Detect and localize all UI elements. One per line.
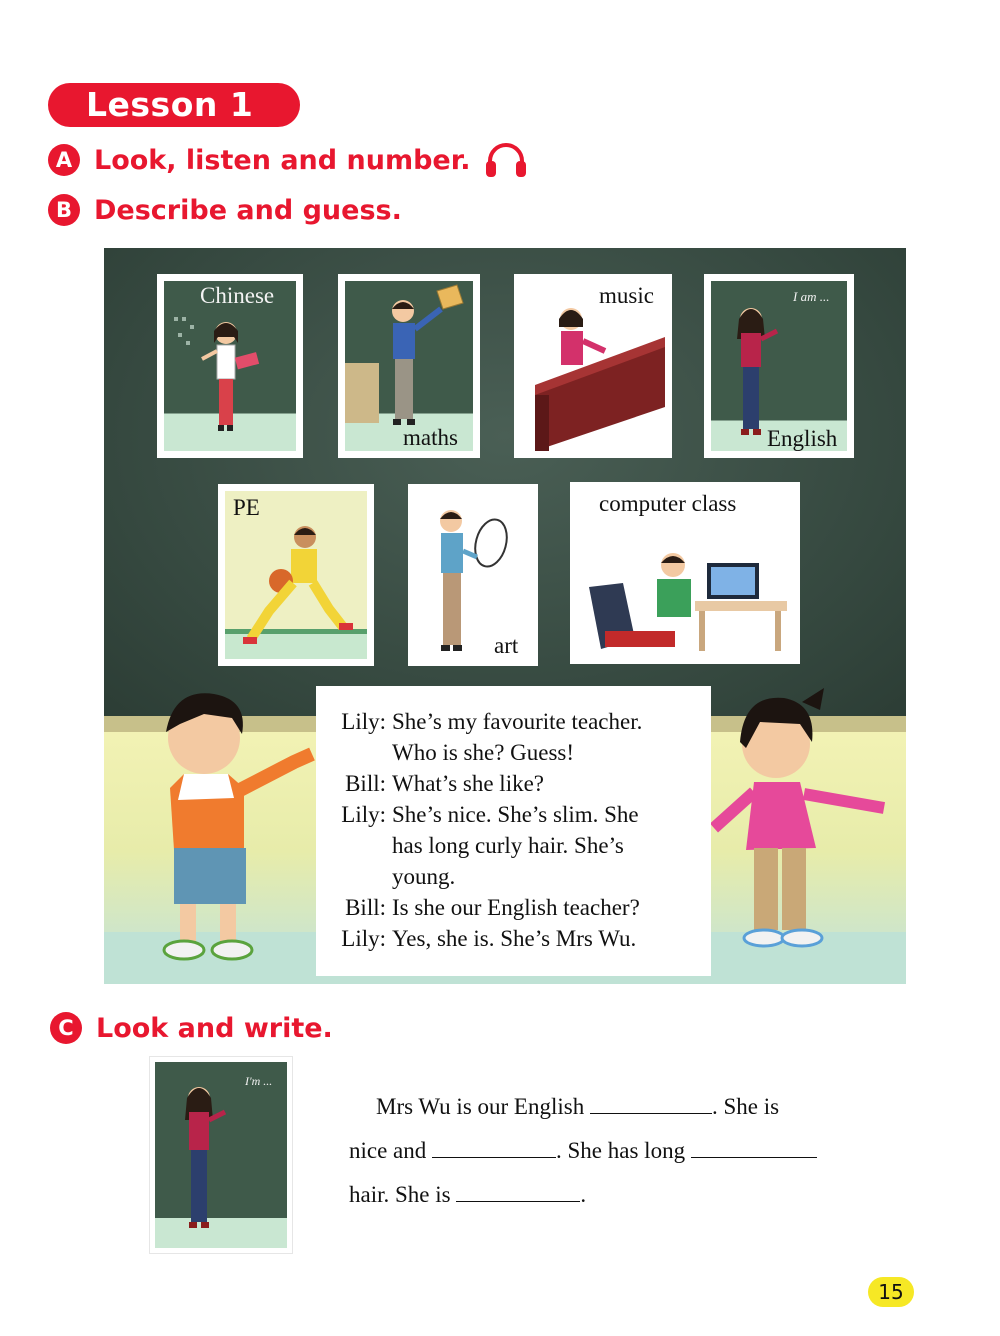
dialogue-line	[316, 861, 711, 892]
card-computer-class-label: computer class	[599, 491, 737, 516]
speaker-lily: Lily:	[341, 802, 386, 827]
card-music	[514, 274, 672, 458]
section-a-letter: A	[48, 144, 80, 176]
blank-field[interactable]	[590, 1093, 712, 1114]
card-computer-class	[570, 482, 800, 664]
headphones-icon[interactable]	[484, 141, 528, 179]
exercise-text: . She has long	[556, 1138, 691, 1163]
mrs-wu-picture	[150, 1057, 292, 1253]
card-chinese	[157, 274, 303, 458]
page-number: 15	[868, 1277, 914, 1307]
dialogue-line	[316, 923, 711, 954]
card-english-board-text: I am ...	[793, 289, 830, 304]
dialogue-text: Is she our English teacher?	[392, 895, 640, 920]
dialogue-text: young.	[392, 864, 456, 889]
card-maths-label: maths	[403, 425, 458, 450]
dialogue-line	[316, 706, 711, 737]
speaker-bill: Bill:	[345, 895, 386, 920]
section-c-letter: C	[50, 1012, 82, 1044]
dialogue-text: has long curly hair. She’s	[392, 833, 624, 858]
dialogue-text: She’s nice. She’s slim. She	[392, 802, 639, 827]
exercise-line-2	[349, 1129, 889, 1173]
section-b-text: Describe and guess.	[94, 194, 402, 226]
card-pe	[218, 484, 374, 666]
exercise-line-3	[349, 1173, 889, 1217]
dialogue-line	[316, 799, 711, 830]
section-c-text: Look and write.	[96, 1012, 333, 1044]
dialogue-box	[316, 686, 711, 976]
exercise-text: hair. She is	[349, 1182, 457, 1207]
card-english	[704, 274, 854, 458]
dialogue-text: She’s my favourite teacher.	[392, 709, 643, 734]
blank-field[interactable]	[691, 1137, 817, 1158]
lily-character	[704, 658, 904, 968]
speaker-bill: Bill:	[345, 771, 386, 796]
speaker-lily: Lily:	[341, 709, 386, 734]
card-pe-label: PE	[233, 495, 260, 520]
speaker-lily: Lily:	[341, 926, 386, 951]
section-a-heading	[48, 142, 528, 178]
dialogue-line	[316, 892, 711, 923]
dialogue-line	[316, 737, 711, 768]
card-art-label: art	[494, 633, 519, 658]
dialogue-text: What’s she like?	[392, 771, 545, 796]
section-b-letter: B	[48, 194, 80, 226]
card-english-label: English	[767, 426, 838, 451]
exercise-text: . She is	[711, 1094, 780, 1119]
exercise-line-1	[349, 1085, 889, 1129]
classroom-illustration	[104, 248, 906, 984]
dialogue-text: Yes, she is. She’s Mrs Wu.	[392, 926, 637, 951]
fill-in-exercise	[349, 1085, 889, 1217]
card-chinese-label: Chinese	[200, 283, 275, 308]
photo-board-text: I'm ...	[245, 1074, 273, 1088]
blank-field[interactable]	[456, 1181, 580, 1202]
blank-field[interactable]	[432, 1137, 556, 1158]
card-music-label: music	[599, 283, 654, 308]
section-c-heading	[50, 1010, 333, 1046]
lesson-title: Lesson 1	[48, 83, 300, 127]
card-art	[408, 484, 538, 666]
exercise-text: Mrs Wu is our English	[376, 1094, 590, 1119]
dialogue-text: Who is she? Guess!	[392, 740, 575, 765]
mrs-wu-illustration	[155, 1062, 287, 1248]
dialogue-line	[316, 768, 711, 799]
card-maths	[338, 274, 480, 458]
bill-character	[144, 678, 344, 978]
section-b-heading	[48, 192, 402, 228]
exercise-text: nice and	[349, 1138, 433, 1163]
dialogue-line	[316, 830, 711, 861]
section-a-text: Look, listen and number.	[94, 144, 471, 176]
exercise-text: .	[580, 1182, 587, 1207]
